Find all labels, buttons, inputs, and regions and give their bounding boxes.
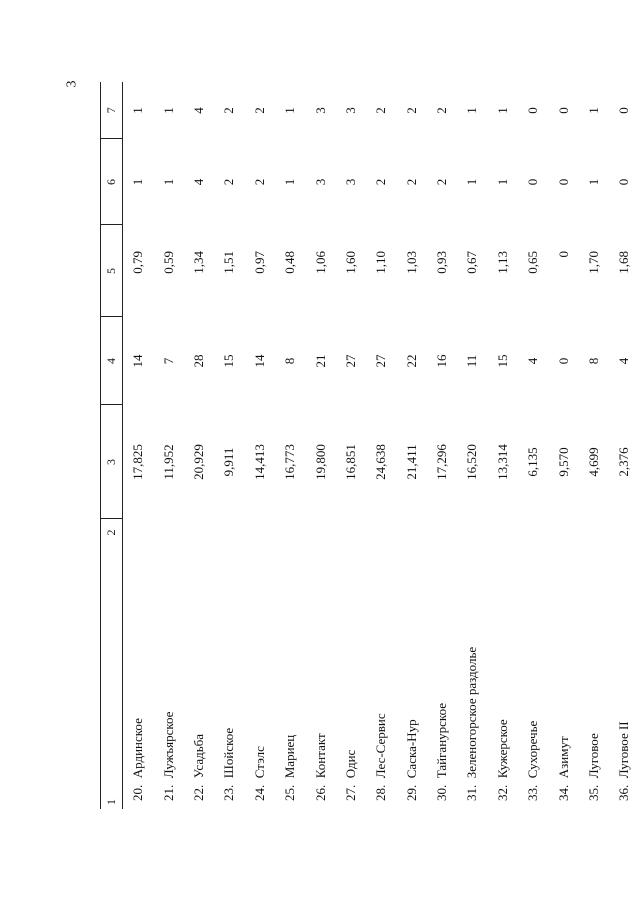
- row-number: 31.: [464, 784, 480, 801]
- row-number: 24.: [251, 784, 267, 801]
- cell-col-7: 2: [373, 107, 389, 114]
- cell-col-6: 0: [616, 178, 632, 186]
- table-row: [488, 82, 518, 809]
- row-name: Одис: [342, 749, 358, 779]
- cell-col-3: 19,800: [312, 444, 328, 480]
- cell-col-7: 2: [221, 107, 237, 114]
- row-name: Ардинское: [130, 718, 146, 779]
- header-cell-1-2: [101, 519, 123, 809]
- cell-col-6: 2: [403, 178, 419, 186]
- row-number: 21.: [160, 784, 176, 801]
- cell-col-5: 0,93: [434, 251, 450, 274]
- row-name: Сухоречье: [525, 720, 541, 779]
- cell-col-6: 2: [221, 178, 237, 186]
- row-name: Усадьба: [190, 733, 206, 779]
- cell-col-3: 16,851: [342, 444, 358, 480]
- table-body: [123, 82, 639, 809]
- cell-col-7: 0: [616, 107, 632, 114]
- cell-col-6: 3: [312, 178, 328, 186]
- cell-col-3: 11,952: [160, 444, 176, 480]
- table-row: [397, 82, 427, 809]
- cell-col-4: 8: [586, 357, 602, 365]
- row-number: 34.: [555, 784, 571, 801]
- cell-col-3: 13,314: [494, 444, 510, 480]
- table-row: [305, 82, 335, 809]
- row-number: 30.: [434, 784, 450, 801]
- row-name: Контакт: [312, 733, 328, 779]
- cell-col-5: 0,48: [282, 251, 298, 274]
- row-name-cell: [245, 519, 275, 809]
- row-name-cell: [336, 519, 366, 809]
- cell-col-4: 22: [403, 354, 419, 368]
- cell-col-4: 8: [282, 357, 298, 365]
- cell-col-5: 0,97: [251, 251, 267, 274]
- cell-col-5: 1,60: [342, 251, 358, 274]
- row-number: 32.: [494, 784, 510, 801]
- rotated-table-container: [100, 82, 632, 809]
- cell-col-6: 1: [464, 178, 480, 186]
- cell-col-3: 24,638: [373, 444, 389, 480]
- cell-col-4: 15: [221, 354, 237, 368]
- table-row: [336, 82, 366, 809]
- cell-col-3: 21,411: [403, 444, 419, 480]
- header-col-5: 5: [101, 225, 123, 317]
- table-row: [457, 82, 487, 809]
- row-name: Шойское: [221, 727, 237, 779]
- table-row: [153, 82, 183, 809]
- row-number: 23.: [221, 784, 237, 801]
- cell-col-7: 1: [494, 107, 510, 114]
- cell-col-7: 1: [160, 107, 176, 114]
- table-row: [366, 82, 396, 809]
- row-name-cell: [214, 519, 244, 809]
- cell-col-3: 6,135: [525, 447, 541, 477]
- row-name-cell: [488, 519, 518, 809]
- header-col-1: 1: [104, 799, 118, 805]
- cell-col-5: 1,70: [586, 251, 602, 274]
- row-name-cell: [518, 519, 548, 809]
- row-name: Стэлс: [251, 746, 267, 779]
- cell-col-4: 14: [130, 354, 146, 368]
- cell-col-3: 14,413: [251, 444, 267, 480]
- cell-col-7: 3: [342, 107, 358, 114]
- cell-col-5: 0: [555, 251, 571, 258]
- cell-col-3: 17,296: [434, 444, 450, 480]
- cell-col-6: 1: [282, 178, 298, 186]
- cell-col-7: 0: [525, 107, 541, 114]
- cell-col-7: 1: [464, 107, 480, 114]
- cell-col-7: 2: [434, 107, 450, 114]
- row-number: 27.: [342, 784, 358, 801]
- table-row: [518, 82, 548, 809]
- row-number: 28.: [373, 784, 389, 801]
- cell-col-7: 2: [403, 107, 419, 114]
- cell-col-7: 2: [251, 107, 267, 114]
- table-row: [123, 82, 154, 809]
- table-row: [427, 82, 457, 809]
- row-name: Лес-Сервис: [373, 713, 389, 779]
- row-number: 33.: [525, 784, 541, 801]
- cell-col-4: 16: [434, 354, 450, 368]
- row-number: 22.: [190, 784, 206, 801]
- cell-col-6: 4: [190, 178, 206, 186]
- row-name-cell: [457, 519, 487, 809]
- row-number: 25.: [282, 784, 298, 801]
- cell-col-4: 28: [190, 354, 206, 368]
- cell-col-6: 1: [586, 178, 602, 186]
- row-name: Тайганурское: [434, 702, 450, 779]
- row-number: 26.: [312, 784, 328, 801]
- row-name-cell: [184, 519, 214, 809]
- cell-col-4: 0: [555, 357, 571, 365]
- cell-col-6: 0: [525, 178, 541, 186]
- cell-col-3: 4,699: [586, 447, 602, 477]
- row-name: Зеленогорское раздолье: [464, 646, 480, 779]
- table-row: [609, 82, 639, 809]
- header-col-6: 6: [101, 139, 123, 225]
- cell-col-5: 1,51: [221, 251, 237, 274]
- cell-col-7: 3: [312, 107, 328, 114]
- cell-col-3: 16,773: [282, 444, 298, 480]
- cell-col-6: 2: [251, 178, 267, 186]
- row-name: Азимут: [555, 736, 571, 779]
- row-name-cell: [366, 519, 396, 809]
- header-col-7: 7: [101, 82, 123, 139]
- cell-col-3: 9,911: [221, 447, 237, 477]
- row-number: 20.: [130, 784, 146, 801]
- cell-col-4: 4: [525, 357, 541, 365]
- table-row: [184, 82, 214, 809]
- row-name-cell: [275, 519, 305, 809]
- cell-col-6: 1: [494, 178, 510, 186]
- cell-col-4: 11: [464, 354, 480, 368]
- cell-col-6: 3: [342, 178, 358, 186]
- table-header-row: [101, 82, 123, 809]
- cell-col-5: 1,10: [373, 251, 389, 274]
- row-name-cell: [579, 519, 609, 809]
- cell-col-7: 1: [282, 107, 298, 114]
- cell-col-7: 0: [555, 107, 571, 114]
- row-name-cell: [397, 519, 427, 809]
- cell-col-3: 9,570: [555, 447, 571, 477]
- cell-col-7: 1: [586, 107, 602, 114]
- cell-col-3: 2,376: [616, 447, 632, 477]
- cell-col-4: 4: [616, 357, 632, 365]
- cell-col-5: 0,59: [160, 251, 176, 274]
- cell-col-5: 0,67: [464, 251, 480, 274]
- cell-col-3: 20,929: [190, 444, 206, 480]
- row-name: Луговое: [586, 733, 602, 779]
- cell-col-4: 15: [494, 354, 510, 368]
- cell-col-5: 1,06: [312, 251, 328, 274]
- cell-col-4: 14: [251, 354, 267, 368]
- row-number: 35.: [586, 784, 602, 801]
- cell-col-5: 1,03: [403, 251, 419, 274]
- row-name: Лужъярское: [160, 711, 176, 779]
- row-name: Кужерское: [494, 719, 510, 779]
- table-row: [275, 82, 305, 809]
- header-col-4: 4: [101, 317, 123, 405]
- row-number: 29.: [403, 784, 419, 801]
- row-name-cell: [123, 519, 154, 809]
- cell-col-5: 0,79: [130, 251, 146, 274]
- cell-col-3: 16,520: [464, 444, 480, 480]
- cell-col-6: 1: [160, 178, 176, 186]
- header-col-3: 3: [101, 405, 123, 519]
- cell-col-5: 1,68: [616, 251, 632, 274]
- header-col-2: 2: [104, 529, 118, 536]
- row-name-cell: [427, 519, 457, 809]
- table-row: [245, 82, 275, 809]
- cell-col-7: 1: [130, 107, 146, 114]
- cell-col-4: 27: [373, 354, 389, 368]
- cell-col-4: 21: [312, 354, 328, 368]
- table-row: [214, 82, 244, 809]
- cell-col-5: 1,34: [190, 251, 206, 274]
- cell-col-5: 0,65: [525, 251, 541, 274]
- row-name-cell: [153, 519, 183, 809]
- row-name-cell: [548, 519, 578, 809]
- page-number: 3: [64, 80, 80, 88]
- data-table: [100, 82, 639, 809]
- table-row: [548, 82, 578, 809]
- cell-col-5: 1,13: [494, 251, 510, 274]
- cell-col-4: 27: [342, 354, 358, 368]
- row-name-cell: [305, 519, 335, 809]
- cell-col-6: 0: [555, 178, 571, 186]
- cell-col-4: 7: [160, 357, 176, 365]
- row-number: 36.: [616, 784, 632, 801]
- cell-col-7: 4: [190, 107, 206, 114]
- row-name: Луговое II: [616, 721, 632, 779]
- row-name: Саска-Нур: [403, 719, 419, 779]
- cell-col-6: 1: [130, 178, 146, 186]
- row-name-cell: [609, 519, 639, 809]
- cell-col-3: 17,825: [130, 444, 146, 480]
- cell-col-6: 2: [434, 178, 450, 186]
- cell-col-6: 2: [373, 178, 389, 186]
- row-name: Мариец: [282, 734, 298, 779]
- table-row: [579, 82, 609, 809]
